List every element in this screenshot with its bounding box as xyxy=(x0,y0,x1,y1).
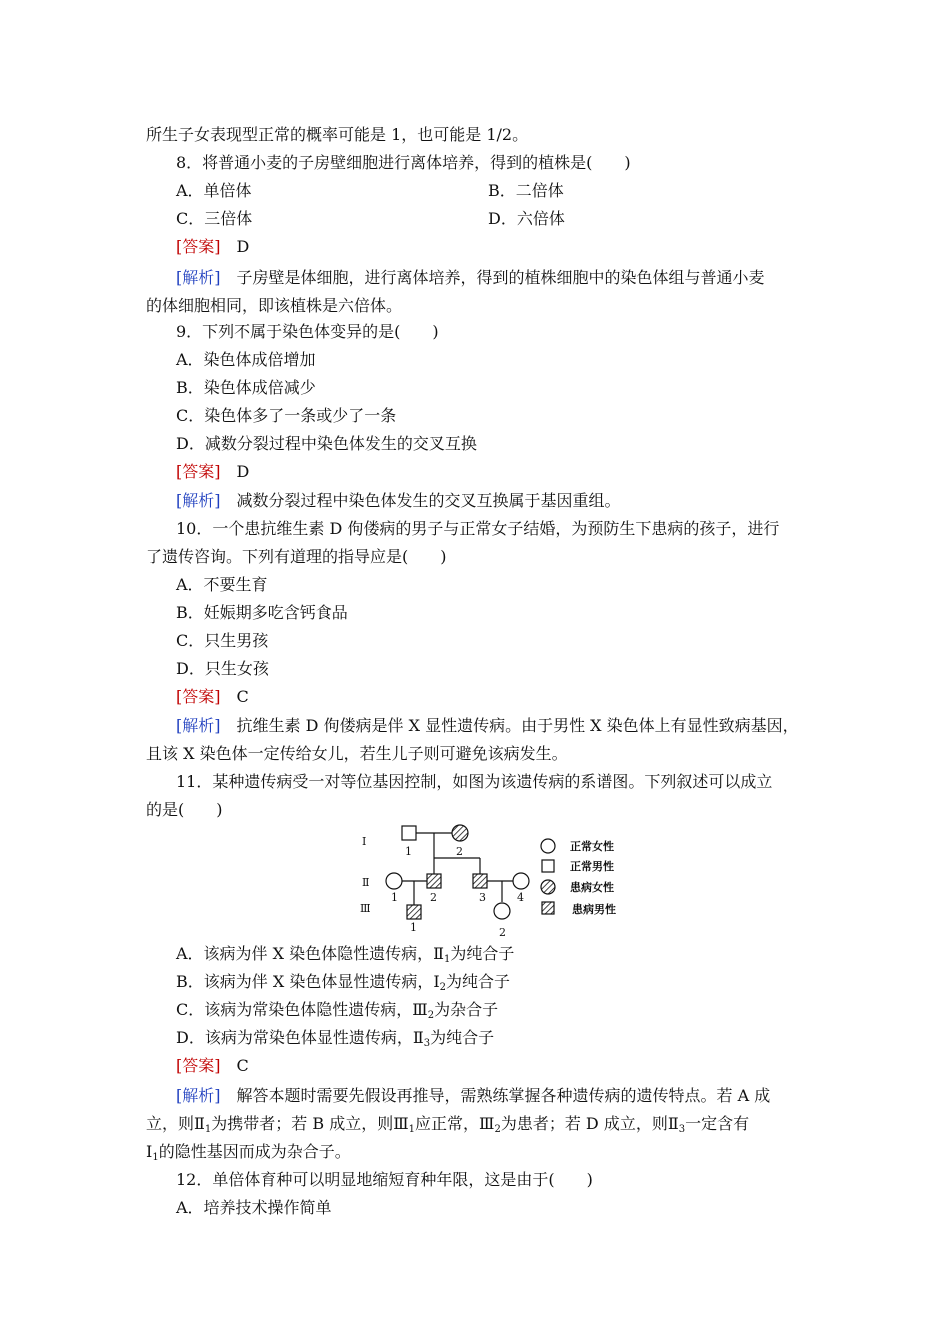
legend-affected-male: 患病男性 xyxy=(572,903,616,916)
individual-number: 1 xyxy=(391,891,398,904)
answer-11 xyxy=(176,1052,249,1080)
question-8: 8．将普通小麦的子房壁细胞进行离体培养，得到的植株是( ) xyxy=(176,153,631,172)
legend-normal-male-symbol xyxy=(542,860,554,872)
option-11d xyxy=(176,1024,494,1052)
subscript: 1 xyxy=(204,1124,212,1135)
legend-affected-male-symbol xyxy=(542,902,554,914)
analysis-tag: [解析] xyxy=(176,491,221,510)
question-10-cont: 了遗传咨询。下列有道理的指导应是( ) xyxy=(146,547,447,566)
analysis-8-cont: 的体细胞相同，即该植株是六倍体。 xyxy=(146,296,403,315)
option-8d: D．六倍体 xyxy=(488,209,565,228)
subscript: 1 xyxy=(444,954,451,965)
answer-tag: [答案] xyxy=(176,462,221,481)
analysis-10-cont: 且该 X 染色体一定传给女儿，若生儿子则可避免该病发生。 xyxy=(146,744,568,763)
pedigree-chart xyxy=(352,818,642,938)
analysis-text: 为携带者；若 B 成立，则Ⅲ xyxy=(211,1114,409,1133)
option-12a: A．培养技术操作简单 xyxy=(176,1198,332,1217)
option-8c: C．三倍体 xyxy=(176,209,253,228)
answer-value: C xyxy=(236,687,249,706)
option-9c: C．染色体多了一条或少了一条 xyxy=(176,406,397,425)
legend-affected-female: 患病女性 xyxy=(570,881,614,894)
subscript: 2 xyxy=(439,982,447,993)
analysis-11-cont2 xyxy=(146,1138,351,1166)
legend-normal-female: 正常女性 xyxy=(570,840,614,853)
analysis-text: 减数分裂过程中染色体发生的交叉互换属于基因重组。 xyxy=(236,491,621,510)
analysis-tag: [解析] xyxy=(176,268,221,287)
individual-number: 4 xyxy=(517,891,524,904)
option-9d: D．减数分裂过程中染色体发生的交叉互换 xyxy=(176,434,477,453)
option-text: 为纯合子 xyxy=(446,972,511,991)
option-11c xyxy=(176,996,498,1024)
analysis-11-cont xyxy=(146,1110,749,1138)
individual-number: 2 xyxy=(430,891,437,904)
analysis-text: 的隐性基因而成为杂合子。 xyxy=(158,1142,351,1161)
analysis-text: 解答本题时需要先假设再推导，需熟练掌握各种遗传病的遗传特点。若 A 成 xyxy=(236,1086,771,1105)
generation-label-1: Ⅰ xyxy=(362,835,367,848)
option-8b: B．二倍体 xyxy=(488,181,564,200)
analysis-text: 子房壁是体细胞，进行离体培养，得到的植株细胞中的染色体组与普通小麦 xyxy=(236,268,765,287)
legend-normal-male: 正常男性 xyxy=(570,860,614,873)
analysis-tag: [解析] xyxy=(176,1086,221,1105)
analysis-text: Ⅰ xyxy=(146,1142,153,1161)
question-10: 10．一个患抗维生素 D 佝偻病的男子与正常女子结婚，为预防生下患病的孩子，进行 xyxy=(176,519,780,538)
question-12: 12．单倍体育种可以明显地缩短育种年限，这是由于( ) xyxy=(176,1170,593,1189)
option-text: 为纯合子 xyxy=(430,1028,495,1047)
analysis-text: 应正常，Ⅲ xyxy=(415,1114,495,1133)
option-11b xyxy=(176,968,510,996)
affected-female-symbol xyxy=(452,825,468,841)
answer-8 xyxy=(176,233,249,261)
subscript: 2 xyxy=(427,1010,435,1021)
subscript: 1 xyxy=(152,1152,159,1163)
option-11a xyxy=(176,940,514,968)
answer-tag: [答案] xyxy=(176,1056,221,1075)
analysis-11 xyxy=(176,1082,770,1110)
analysis-8 xyxy=(176,264,765,292)
option-text: D．该病为常染色体显性遗传病，Ⅱ xyxy=(176,1028,424,1047)
analysis-10 xyxy=(176,712,799,740)
subscript: 2 xyxy=(494,1124,501,1135)
text-line: 所生子女表现型正常的概率可能是 1，也可能是 1/2。 xyxy=(146,125,529,144)
analysis-tag: [解析] xyxy=(176,716,221,735)
option-8a: A．单倍体 xyxy=(176,181,252,200)
individual-number: 1 xyxy=(410,921,417,934)
answer-10 xyxy=(176,683,249,711)
option-10b: B．妊娠期多吃含钙食品 xyxy=(176,603,348,622)
generation-label-2: Ⅱ xyxy=(362,876,370,889)
individual-number: 2 xyxy=(499,926,506,938)
affected-male-symbol xyxy=(473,874,487,888)
normal-male-symbol xyxy=(402,826,416,840)
option-text: C．该病为常染色体隐性遗传病，Ⅲ xyxy=(176,1000,428,1019)
legend-normal-female-symbol xyxy=(541,839,555,853)
answer-value: D xyxy=(236,462,250,481)
option-text: B．该病为伴 X 染色体显性遗传病，Ⅰ xyxy=(176,972,440,991)
individual-number: 3 xyxy=(479,891,486,904)
legend-affected-female-symbol xyxy=(541,880,555,894)
analysis-text: 为患者；若 D 成立，则Ⅱ xyxy=(500,1114,679,1133)
subscript: 3 xyxy=(423,1038,431,1049)
option-10c: C．只生男孩 xyxy=(176,631,269,650)
analysis-text: 立，则Ⅱ xyxy=(146,1114,205,1133)
question-9: 9．下列不属于染色体变异的是( ) xyxy=(176,322,439,341)
option-text: A．该病为伴 X 染色体隐性遗传病，Ⅱ xyxy=(176,944,444,963)
question-11-cont: 的是( ) xyxy=(146,800,223,819)
generation-label-3: Ⅲ xyxy=(360,902,371,915)
subscript: 1 xyxy=(408,1124,416,1135)
analysis-text: 一定含有 xyxy=(685,1114,750,1133)
normal-female-symbol xyxy=(386,873,402,889)
option-10d: D．只生女孩 xyxy=(176,659,269,678)
individual-number: 1 xyxy=(405,845,412,858)
normal-female-symbol xyxy=(513,873,529,889)
answer-value: C xyxy=(236,1056,249,1075)
option-text: 为纯合子 xyxy=(450,944,515,963)
affected-male-symbol xyxy=(427,874,441,888)
option-9b: B．染色体成倍减少 xyxy=(176,378,316,397)
answer-tag: [答案] xyxy=(176,237,221,256)
option-text: 为杂合子 xyxy=(434,1000,499,1019)
analysis-9 xyxy=(176,487,621,515)
affected-male-symbol xyxy=(407,905,421,919)
answer-9 xyxy=(176,458,249,486)
analysis-text: 抗维生素 D 佝偻病是伴 X 显性遗传病。由于男性 X 染色体上有显性致病基因， xyxy=(236,716,799,735)
option-9a: A．染色体成倍增加 xyxy=(176,350,316,369)
question-11: 11．某种遗传病受一对等位基因控制，如图为该遗传病的系谱图。下列叙述可以成立 xyxy=(176,772,773,791)
option-10a: A．不要生育 xyxy=(176,575,268,594)
answer-tag: [答案] xyxy=(176,687,221,706)
subscript: 3 xyxy=(678,1124,686,1135)
normal-female-symbol xyxy=(494,903,510,919)
answer-value: D xyxy=(236,237,250,256)
individual-number: 2 xyxy=(456,845,463,858)
